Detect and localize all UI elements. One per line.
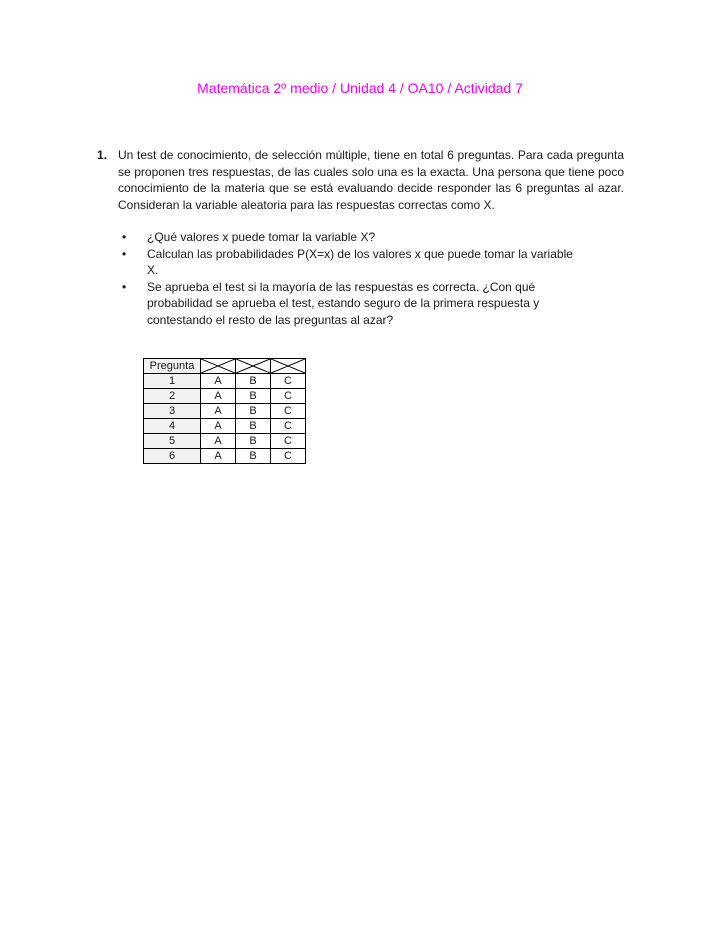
bullet-icon: • bbox=[122, 279, 127, 294]
option-cell: B bbox=[236, 374, 271, 389]
problem-statement bbox=[97, 147, 624, 213]
table-row bbox=[144, 404, 306, 419]
option-cell: B bbox=[236, 404, 271, 419]
option-cell: C bbox=[271, 404, 306, 419]
table-header-row bbox=[144, 359, 306, 374]
option-cell: C bbox=[271, 419, 306, 434]
question-number-cell: 4 bbox=[144, 419, 201, 434]
option-cell: A bbox=[201, 389, 236, 404]
question-number-cell: 3 bbox=[144, 404, 201, 419]
answer-table bbox=[143, 358, 306, 464]
list-item bbox=[118, 246, 578, 279]
list-item bbox=[118, 279, 578, 329]
option-cell: C bbox=[271, 434, 306, 449]
crossed-cell bbox=[201, 359, 236, 374]
table-header-pregunta: Pregunta bbox=[144, 359, 201, 374]
bullet-text: Se aprueba el test si la mayoría de las respuestas es correcta. ¿Con qué probabilidad se aprueba el test, estando seguro de la primera respuesta y contestando el resto de las preguntas al azar? bbox=[147, 279, 540, 327]
x-mark-icon bbox=[236, 359, 270, 373]
table-row bbox=[144, 449, 306, 464]
bullet-list bbox=[118, 229, 578, 328]
list-item bbox=[118, 229, 578, 246]
table-row bbox=[144, 434, 306, 449]
table-row bbox=[144, 374, 306, 389]
option-cell: B bbox=[236, 389, 271, 404]
problem-number: 1. bbox=[97, 148, 108, 162]
bullet-text: Calculan las probabilidades P(X=x) de los valores x que puede tomar la variable X. bbox=[147, 246, 573, 277]
table-row bbox=[144, 419, 306, 434]
x-mark-icon bbox=[271, 359, 305, 373]
question-number-cell: 6 bbox=[144, 449, 201, 464]
question-number-cell: 1 bbox=[144, 374, 201, 389]
option-cell: A bbox=[201, 404, 236, 419]
option-cell: C bbox=[271, 449, 306, 464]
option-cell: C bbox=[271, 389, 306, 404]
option-cell: A bbox=[201, 434, 236, 449]
page-title: Matemática 2º medio / Unidad 4 / OA10 / Actividad 7 bbox=[197, 80, 523, 96]
option-cell: A bbox=[201, 374, 236, 389]
option-cell: B bbox=[236, 434, 271, 449]
x-mark-icon bbox=[201, 359, 235, 373]
option-cell: B bbox=[236, 449, 271, 464]
crossed-cell bbox=[271, 359, 306, 374]
option-cell: A bbox=[201, 449, 236, 464]
option-cell: B bbox=[236, 419, 271, 434]
bullet-text: ¿Qué valores x puede tomar la variable X? bbox=[147, 230, 376, 244]
problem-1 bbox=[97, 147, 624, 464]
option-cell: C bbox=[271, 374, 306, 389]
bullet-icon: • bbox=[122, 246, 127, 261]
option-cell: A bbox=[201, 419, 236, 434]
table-row bbox=[144, 389, 306, 404]
question-number-cell: 5 bbox=[144, 434, 201, 449]
problem-intro-text: Un test de conocimiento, de selección múltiple, tiene en total 6 preguntas. Para cada pregunta se proponen tres respuestas, de las cuales solo una es la exacta. Una persona que tiene poco conocimiento de la materia que se está evaluando decide responder las 6 preguntas al azar. Consideran la variable aleatoria para las respuestas correctas como X. bbox=[118, 148, 624, 212]
bullet-icon: • bbox=[122, 230, 127, 244]
question-number-cell: 2 bbox=[144, 389, 201, 404]
crossed-cell bbox=[236, 359, 271, 374]
